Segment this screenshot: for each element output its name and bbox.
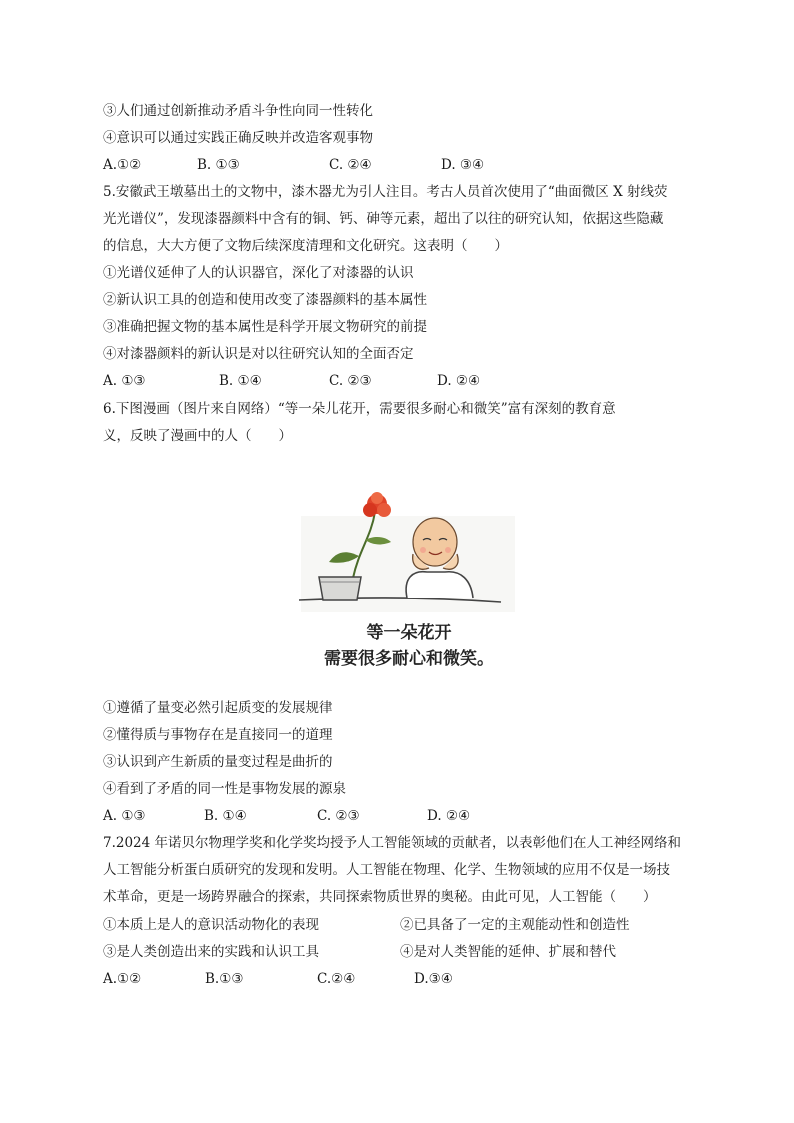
q5-stem-line-1: 5.安徽武王墩墓出土的文物中，漆木器尤为引人注目。考古人员首次使用了“曲面微区 X 射线荧 xyxy=(103,184,668,200)
q4-option-a: A.①② xyxy=(103,157,142,173)
q5-stem-line-3: 的信息，大大方便了文物后续深度清理和文化研究。这表明（ ） xyxy=(103,238,508,254)
q6-item-3: ③认识到产生新质的量变过程是曲折的 xyxy=(103,754,333,770)
q7-item-4: ④是对人类智能的延伸、扩展和替代 xyxy=(400,944,616,960)
q7-item-1: ①本质上是人的意识活动物化的表现 xyxy=(103,917,319,933)
q4-option-b: B. ①③ xyxy=(197,157,240,173)
cartoon-caption-1: 等一朵花开 xyxy=(366,623,452,643)
q7-option-d: D.③④ xyxy=(414,971,453,987)
q6-item-4: ④看到了矛盾的同一性是事物发展的源泉 xyxy=(103,781,346,797)
q7-items-row-1 xyxy=(103,915,703,935)
q6-item-2: ②懂得质与事物存在是直接同一的道理 xyxy=(103,727,333,743)
q5-item-4: ④对漆器颜料的新认识是对以往研究认知的全面否定 xyxy=(103,346,414,362)
q5-option-d: D. ②④ xyxy=(437,373,481,389)
cartoon-drawing xyxy=(295,482,523,678)
q5-stem-line-2: 光光谱仪”，发现漆器颜料中含有的铜、钙、砷等元素，超出了以往的研究认知，依据这些隐藏 xyxy=(103,211,664,227)
q7-items-row-2 xyxy=(103,942,703,962)
q5-option-c: C. ②③ xyxy=(329,373,372,389)
q7-item-2: ②已具备了一定的主观能动性和创造性 xyxy=(400,917,630,933)
q6-stem-line-2: 义，反映了漫画中的人（ ） xyxy=(103,428,292,444)
q7-option-c: C.②④ xyxy=(317,971,356,987)
q6-stem-line-1: 6.下图漫画（图片来自网络）“等一朵儿花开，需要很多耐心和微笑”富有深刻的教育意 xyxy=(103,401,616,417)
q4-option-d: D. ③④ xyxy=(441,157,485,173)
q5-options xyxy=(103,371,703,391)
q7-item-3: ③是人类创造出来的实践和认识工具 xyxy=(103,944,319,960)
q7-stem-line-3: 术革命，更是一场跨界融合的探索，共同探索物质世界的奥秘。由此可见，人工智能（ ） xyxy=(103,889,657,905)
q6-item-1: ①遵循了量变必然引起质变的发展规律 xyxy=(103,700,333,716)
q7-stem-line-1: 7.2024 年诺贝尔物理学奖和化学奖均授予人工智能领域的贡献者，以表彰他们在人工神经网络和 xyxy=(103,835,682,851)
q4-item-4: ④意识可以通过实践正确反映并改造客观事物 xyxy=(103,130,373,146)
q7-options xyxy=(103,969,703,989)
q6-options xyxy=(103,806,703,826)
cartoon-caption-2: 需要很多耐心和微笑。 xyxy=(324,649,494,669)
cartoon-illustration xyxy=(295,482,523,678)
q5-option-a: A. ①③ xyxy=(103,373,146,389)
person-head xyxy=(413,518,457,566)
q6-option-b: B. ①④ xyxy=(204,808,247,824)
q7-option-b: B.①③ xyxy=(205,971,244,987)
q6-option-d: D. ②④ xyxy=(427,808,471,824)
q4-options xyxy=(103,155,703,175)
q5-item-1: ①光谱仪延伸了人的认识器官，深化了对漆器的认识 xyxy=(103,265,414,281)
q6-option-c: C. ②③ xyxy=(317,808,360,824)
flower-pot xyxy=(319,577,361,600)
q7-option-a: A.①② xyxy=(103,971,142,987)
q6-option-a: A. ①③ xyxy=(103,808,146,824)
q7-stem-line-2: 人工智能分析蛋白质研究的发现和发明。人工智能在物理、化学、生物领域的应用不仅是一场技 xyxy=(103,862,670,878)
q5-item-3: ③准确把握文物的基本属性是科学开展文物研究的前提 xyxy=(103,319,427,335)
q4-option-c: C. ②④ xyxy=(329,157,372,173)
q5-item-2: ②新认识工具的创造和使用改变了漆器颜料的基本属性 xyxy=(103,292,427,308)
q4-item-3: ③人们通过创新推动矛盾斗争性向同一性转化 xyxy=(103,103,373,119)
q5-option-b: B. ①④ xyxy=(219,373,262,389)
person-body xyxy=(406,572,473,598)
